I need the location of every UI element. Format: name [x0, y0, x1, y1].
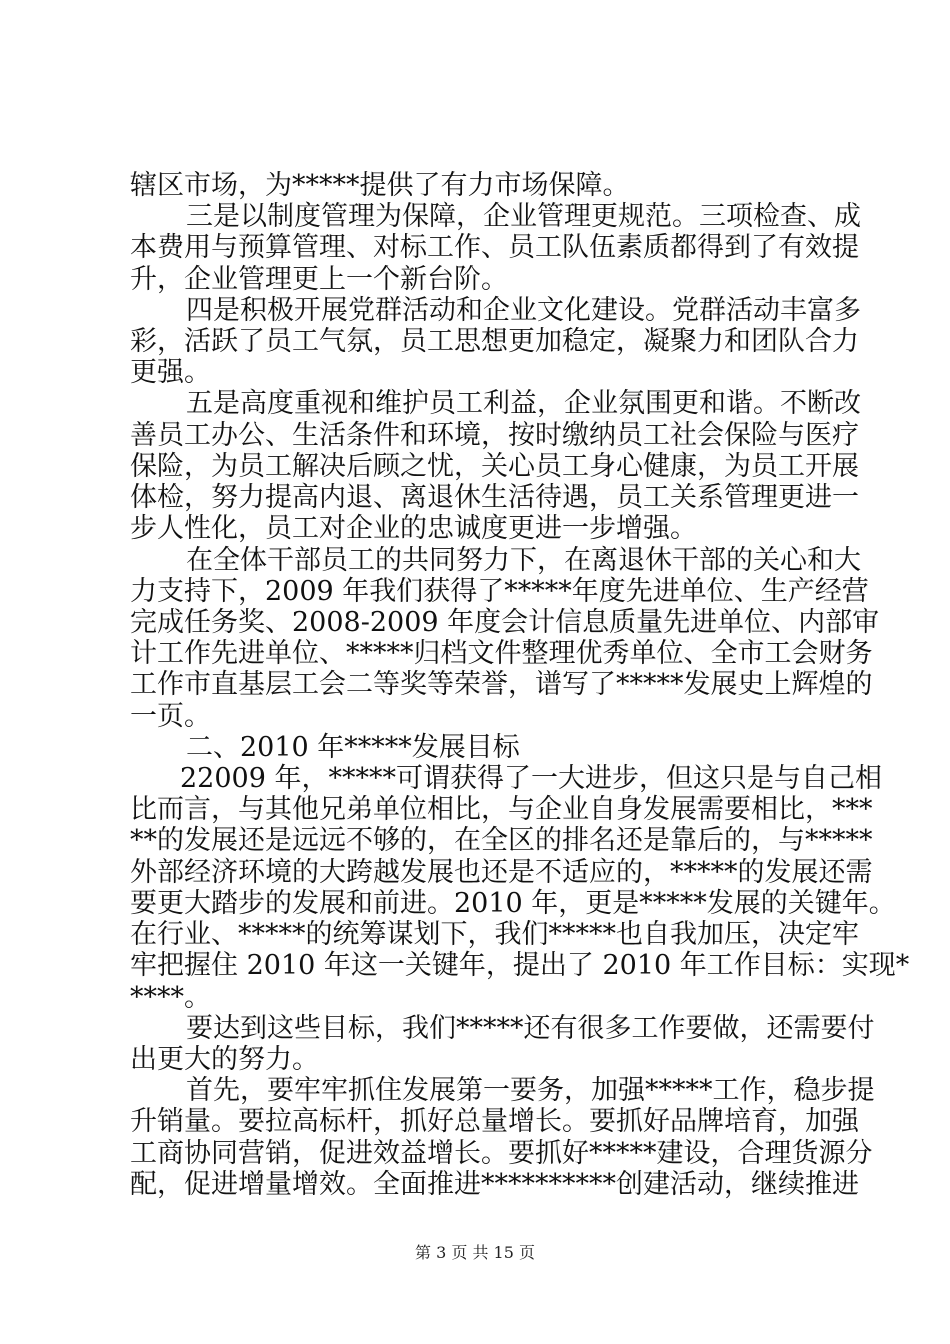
page-footer: 第 3 页 共 15 页 [415, 1243, 535, 1262]
text-line: 保险，为员工解决后顾之忧，关心员工身心健康，为员工开展 [130, 450, 859, 482]
text-line: 步人性化，员工对企业的忠诚度更进一步增强。 [130, 513, 697, 545]
text-line: 首先，要牢牢抓住发展第一要务，加强*****工作，稳步提 [186, 1075, 875, 1107]
section-heading: 二、2010 年*****发展目标 [186, 731, 520, 763]
text-line: 五是高度重视和维护员工利益，企业氛围更和谐。不断改 [186, 388, 861, 420]
text-line: 三是以制度管理为保障，企业管理更规范。三项检查、成 [186, 201, 861, 233]
text-line: 计工作先进单位、*****归档文件整理优秀单位、全市工会财务 [130, 638, 873, 670]
text-line: 工作市直基层工会二等奖等荣誉，谱写了*****发展史上辉煌的 [130, 669, 873, 701]
text-line: 善员工办公、生活条件和环境，按时缴纳员工社会保险与医疗 [130, 419, 859, 451]
text-line: 升销量。要拉高标杆，抓好总量增长。要抓好品牌培育，加强 [130, 1106, 859, 1138]
text-line: 完成任务奖、2008-2009 年度会计信息质量先进单位、内部审 [130, 606, 880, 638]
text-line: 在行业、*****的统筹谋划下，我们*****也自我加压，决定牢 [130, 919, 859, 951]
text-line: 要达到这些目标，我们*****还有很多工作要做，还需要付 [186, 1012, 875, 1044]
text-line: 工商协同营销，促进效益增长。要抓好*****建设，合理货源分 [130, 1137, 873, 1169]
text-line: 升，企业管理更上一个新台阶。 [130, 263, 508, 295]
text-line: 22009 年，*****可谓获得了一大进步，但这只是与自己相 [180, 763, 882, 795]
text-line: 在全体干部员工的共同努力下，在离退休干部的关心和大 [186, 544, 861, 576]
text-line: 比而言，与其他兄弟单位相比，与企业自身发展需要相比，*** [130, 794, 873, 826]
text-line: 出更大的努力。 [130, 1043, 319, 1075]
text-line: 本费用与预算管理、对标工作、员工队伍素质都得到了有效提 [130, 232, 859, 264]
text-line: 辖区市场，为*****提供了有力市场保障。 [130, 170, 630, 201]
text-line: 牢把握住 2010 年这一关键年，提出了 2010 年工作目标：实现* [130, 950, 910, 982]
text-line: 配，促进增量增效。全面推进**********创建活动，继续推进 [130, 1168, 859, 1200]
text-line: 要更大踏步的发展和前进。2010 年，更是*****发展的关键年。 [130, 887, 896, 919]
text-line: 体检，努力提高内退、离退休生活待遇，员工关系管理更进一 [130, 482, 859, 514]
text-line: **的发展还是远远不够的，在全区的排名还是靠后的，与***** [130, 825, 873, 857]
text-line: 外部经济环境的大跨越发展也还是不适应的，*****的发展还需 [130, 856, 873, 888]
text-line: 四是积极开展党群活动和企业文化建设。党群活动丰富多 [186, 294, 861, 326]
text-line: 一页。 [130, 700, 211, 732]
text-line: 更强。 [130, 357, 211, 389]
text-line: ****。 [130, 981, 211, 1013]
text-line: 力支持下，2009 年我们获得了*****年度先进单位、生产经营 [130, 575, 869, 607]
text-line: 彩，活跃了员工气氛，员工思想更加稳定，凝聚力和团队合力 [130, 326, 859, 358]
